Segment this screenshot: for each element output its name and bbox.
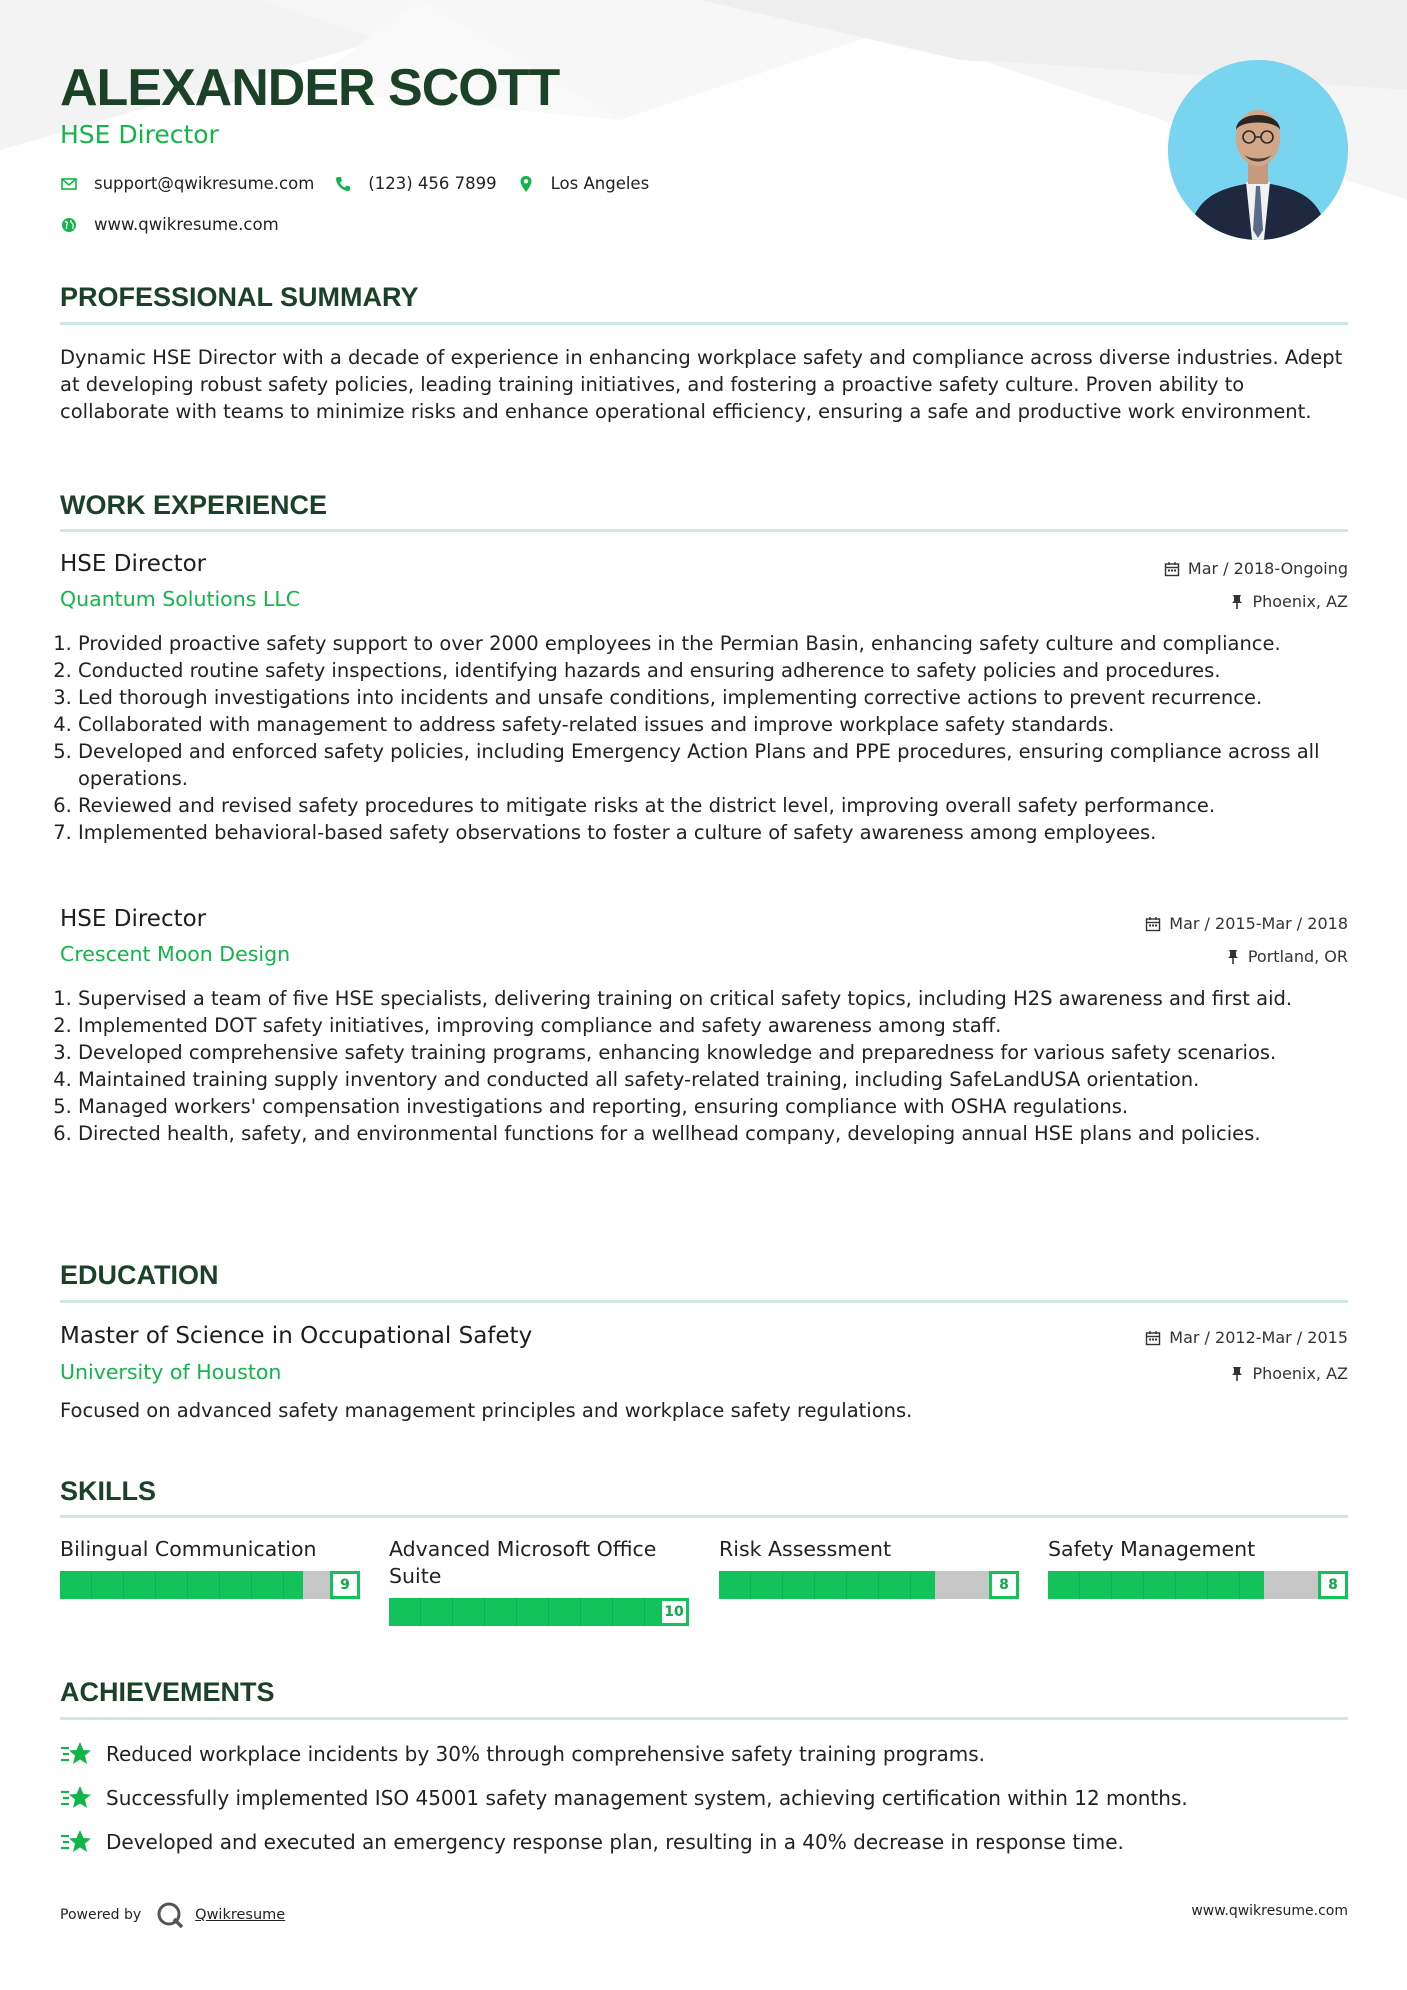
education-heading: EDUCATION [60, 1260, 219, 1290]
list-item: 2. Implemented DOT safety initiatives, improving compliance and safety awareness among staff. [78, 1012, 1366, 1039]
skill-bar [1048, 1571, 1348, 1599]
job-location [1230, 592, 1348, 611]
envelope-icon [60, 175, 78, 193]
star-award-icon [60, 1784, 92, 1812]
phone-number: (123) 456 7899 [368, 174, 497, 193]
list-item: 3. Led thorough investigations into incidents and unsafe conditions, implementing corrective actions to prevent recurrence. [78, 684, 1366, 711]
skill-score: 8 [989, 1571, 1019, 1599]
summary-text: Dynamic HSE Director with a decade of experience in enhancing workplace safety and compliance across diverse industries. Adept at developing robust safety policies, leading training initiatives, and fostering a proactive safety culture. Proven ability to collaborate with teams to minimize risks and enhance operational efficiency, ensuring a safe and productive work environment. [60, 346, 1343, 423]
skill-item [1048, 1536, 1348, 1599]
skill-bar [60, 1571, 360, 1599]
email-link[interactable]: support@qwikresume.com [94, 174, 315, 193]
achievement-text: Reduced workplace incidents by 30% through comprehensive safety training programs. [106, 1742, 985, 1766]
pin-icon [1230, 1366, 1244, 1382]
experience-divider [60, 529, 1348, 532]
list-item: 5. Managed workers' compensation investigations and reporting, ensuring compliance with OSHA regulations. [78, 1093, 1366, 1120]
skill-score: 10 [659, 1598, 689, 1626]
job-title: HSE Director [60, 906, 207, 932]
skill-name: Risk Assessment [719, 1537, 891, 1561]
skill-item [719, 1536, 1019, 1599]
footer-website[interactable]: www.qwikresume.com [1191, 1903, 1348, 1919]
company-name: Crescent Moon Design [60, 942, 291, 966]
job-location-text: Phoenix, AZ [1252, 592, 1348, 611]
skills-divider [60, 1515, 1348, 1518]
calendar-icon [1145, 916, 1161, 932]
education-description: Focused on advanced safety management principles and workplace safety regulations. [60, 1399, 913, 1422]
education-dates-text: Mar / 2012-Mar / 2015 [1169, 1328, 1348, 1347]
list-item: 4. Collaborated with management to address safety-related issues and improve workplace safety standards. [78, 711, 1366, 738]
job-dates [1164, 559, 1348, 578]
skill-bar-fill [1048, 1571, 1264, 1599]
list-item: 6. Reviewed and revised safety procedures to mitigate risks at the district level, improving overall safety performance. [78, 792, 1366, 819]
star-award-icon [60, 1828, 92, 1856]
skill-item [389, 1536, 689, 1626]
job-title: HSE Director [60, 551, 207, 577]
job-location-text: Portland, OR [1247, 947, 1348, 966]
list-item: 5. Developed and enforced safety policies, including Emergency Action Plans and PPE procedures, ensuring compliance across all operations. [78, 738, 1366, 792]
candidate-role: HSE Director [60, 120, 219, 149]
education-dates [1145, 1328, 1348, 1347]
website-link[interactable]: www.qwikresume.com [94, 215, 279, 234]
skill-bar [389, 1598, 689, 1626]
experience-heading: WORK EXPERIENCE [60, 490, 328, 520]
company-name: Quantum Solutions LLC [60, 587, 301, 611]
job-responsibilities [60, 985, 1366, 1147]
education-location [1230, 1364, 1348, 1383]
skill-item [60, 1536, 360, 1599]
skill-bar-fill [60, 1571, 303, 1599]
summary-heading: PROFESSIONAL SUMMARY [60, 282, 419, 312]
website-row [60, 215, 299, 234]
phone-icon [334, 175, 352, 193]
calendar-icon [1164, 561, 1180, 577]
summary-divider [60, 322, 1348, 325]
calendar-icon [1145, 1330, 1161, 1346]
job-location [1226, 947, 1348, 966]
profile-photo [1168, 60, 1348, 240]
list-item: 3. Developed comprehensive safety training programs, enhancing knowledge and preparedness for various safety scenarios. [78, 1039, 1366, 1066]
candidate-name: ALEXANDER SCOTT [60, 59, 560, 117]
achievement-item [60, 1784, 1188, 1812]
skill-name: Bilingual Communication [60, 1537, 317, 1561]
achievement-item [60, 1828, 1124, 1856]
contact-row [60, 174, 669, 193]
list-item: 6. Directed health, safety, and environmental functions for a wellhead company, developing annual HSE plans and policies. [78, 1120, 1366, 1147]
achievement-text: Developed and executed an emergency response plan, resulting in a 40% decrease in response time. [106, 1830, 1124, 1854]
location-text: Los Angeles [550, 174, 650, 193]
list-item: 2. Conducted routine safety inspections, identifying hazards and ensuring adherence to safety policies and procedures. [78, 657, 1366, 684]
achievements-divider [60, 1717, 1348, 1720]
powered-by-label: Powered by [60, 1907, 142, 1923]
pin-icon [1226, 949, 1240, 965]
map-marker-icon [517, 175, 535, 193]
skill-bar-fill [389, 1598, 659, 1626]
skills-heading: SKILLS [60, 1476, 157, 1506]
degree-title: Master of Science in Occupational Safety [60, 1323, 533, 1349]
globe-icon [60, 216, 78, 234]
achievements-heading: ACHIEVEMENTS [60, 1677, 275, 1707]
job-dates-text: Mar / 2015-Mar / 2018 [1169, 914, 1348, 933]
pin-icon [1230, 594, 1244, 610]
qwikresume-logo-icon [155, 1900, 185, 1930]
education-location-text: Phoenix, AZ [1252, 1364, 1348, 1383]
achievement-item [60, 1740, 985, 1768]
education-divider [60, 1300, 1348, 1303]
skill-score: 9 [330, 1571, 360, 1599]
achievement-text: Successfully implemented ISO 45001 safety management system, achieving certification within 12 months. [106, 1786, 1188, 1810]
school-name: University of Houston [60, 1360, 282, 1384]
skill-name: Safety Management [1048, 1537, 1256, 1561]
list-item: 7. Implemented behavioral-based safety observations to foster a culture of safety awareness among employees. [78, 819, 1366, 846]
job-dates [1145, 914, 1348, 933]
star-award-icon [60, 1740, 92, 1768]
skill-name: Advanced Microsoft Office Suite [389, 1537, 657, 1588]
job-responsibilities [60, 630, 1366, 846]
job-dates-text: Mar / 2018-Ongoing [1187, 559, 1348, 578]
list-item: 1. Supervised a team of five HSE specialists, delivering training on critical safety topics, including H2S awareness and first aid. [78, 985, 1366, 1012]
list-item: 4. Maintained training supply inventory and conducted all safety-related training, including SafeLandUSA orientation. [78, 1066, 1366, 1093]
skill-bar [719, 1571, 1019, 1599]
skill-score: 8 [1318, 1571, 1348, 1599]
footer-powered-by [60, 1900, 285, 1930]
list-item: 1. Provided proactive safety support to over 2000 employees in the Permian Basin, enhancing safety culture and compliance. [78, 630, 1366, 657]
qwikresume-link[interactable]: Qwikresume [195, 1907, 286, 1923]
skill-bar-fill [719, 1571, 935, 1599]
